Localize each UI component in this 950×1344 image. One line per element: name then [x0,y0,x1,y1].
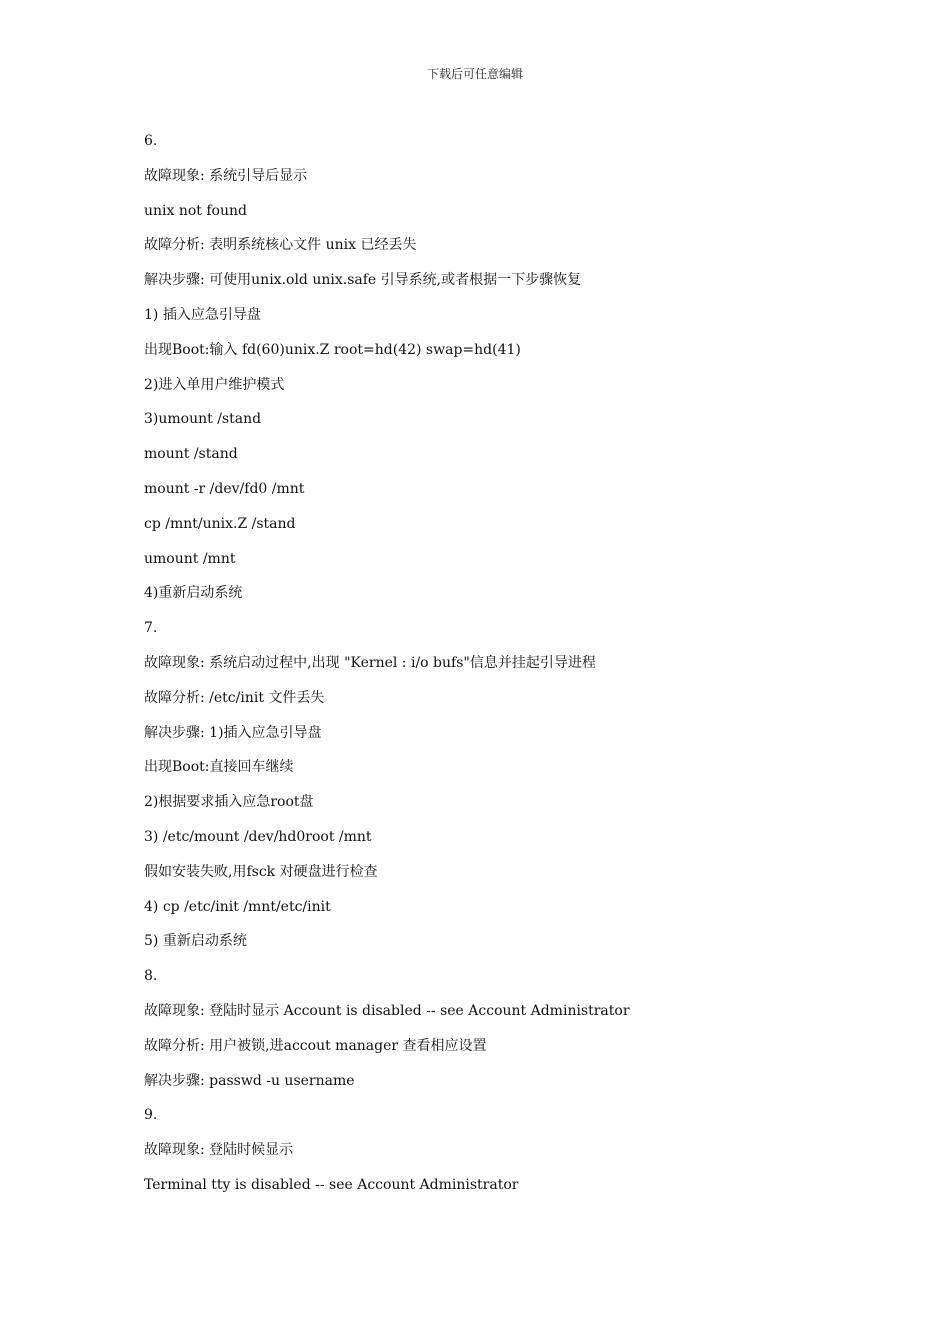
text-line: 4) cp /etc/init /mnt/etc/init [144,898,331,915]
text-line: 出现Boot:直接回车继续 [144,759,294,776]
text-line: 解决步骤: passwd -u username [144,1072,355,1089]
text-line: 解决步骤: 1)插入应急引导盘 [144,724,322,741]
text-line: 故障现象: 登陆时显示 Account is disabled -- see Account Administrator [144,1002,630,1019]
text-line: umount /mnt [144,550,236,567]
text-line: 故障现象: 系统引导后显示 [144,167,308,184]
text-line: mount /stand [144,446,238,463]
text-line: 出现Boot:输入 fd(60)unix.Z root=hd(42) swap=hd(41) [144,341,521,358]
text-line: 1) 插入应急引导盘 [144,306,261,323]
text-line: 2)进入单用户维护模式 [144,376,285,393]
text-line: Terminal tty is disabled -- see Account Administrator [144,1176,519,1193]
text-line: 2)根据要求插入应急root盘 [144,794,314,811]
text-line: 9. [144,1107,158,1124]
text-line: 3) /etc/mount /dev/hd0root /mnt [144,828,372,845]
text-line: 假如安装失败,用fsck 对硬盘进行检查 [144,863,378,880]
text-line: 解决步骤: 可使用unix.old unix.safe 引导系统,或者根据一下步骤恢复 [144,272,582,289]
page-header: 下载后可任意编辑 [426,67,523,81]
text-line: 5) 重新启动系统 [144,933,247,950]
text-line: 故障现象: 登陆时候显示 [144,1142,294,1159]
text-line: 故障现象: 系统启动过程中,出现 "Kernel : i/o bufs"信息并挂起引导进程 [144,654,596,671]
text-line: 7. [144,620,158,637]
text-line: 故障分析: /etc/init 文件丢失 [144,689,325,706]
text-line: 故障分析: 表明系统核心文件 unix 已经丢失 [144,237,417,254]
text-line: 故障分析: 用户被锁,进accout manager 查看相应设置 [144,1037,487,1054]
text-line: 4)重新启动系统 [144,585,243,602]
text-line: 6. [144,133,158,149]
text-line: 8. [144,968,158,985]
document-body [144,129,864,1208]
text-line: cp /mnt/unix.Z /stand [144,515,296,532]
text-line: 3)umount /stand [144,411,262,428]
text-line: unix not found [144,202,247,219]
text-line: mount -r /dev/fd0 /mnt [144,480,305,497]
